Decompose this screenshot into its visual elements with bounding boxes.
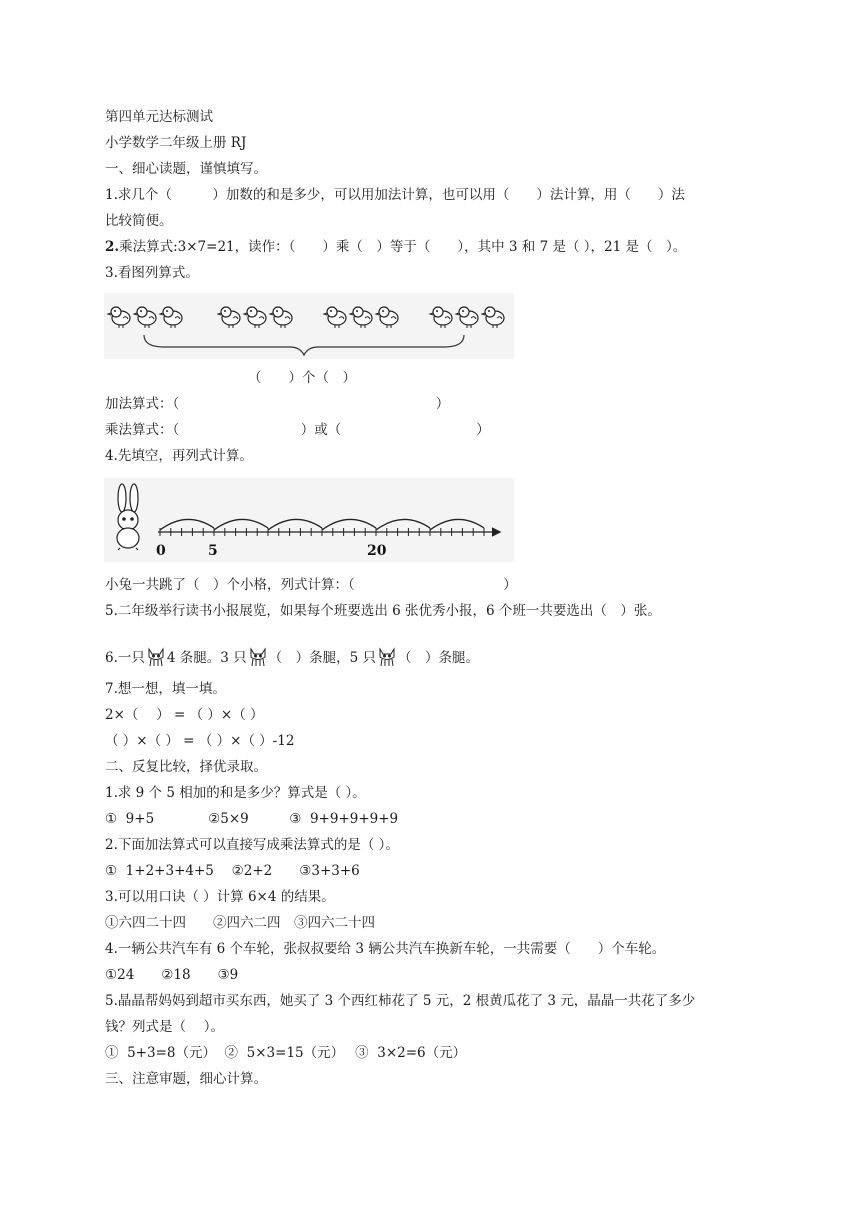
q1-line1: 1.求几个（ ）加数的和是多少，可以用加法计算，也可以用（ ）法计算，用（ ）法 [105,187,685,203]
chick-icon [324,307,398,328]
q6-part-b: 4 条腿。3 只 [166,650,247,666]
q2-number: 2. [105,239,120,255]
q6 [105,645,479,670]
q2 [105,238,686,256]
p2-q3-options: ①六四二十四 ②四六二四 ③四六二十四 [105,915,375,931]
p2-q5-line2: 钱？列式是（ ）。 [105,1019,225,1035]
q3-add: 加法算式：（ ） [105,396,450,412]
p2-q1: 1.求 9 个 5 相加的和是多少？算式是（ ）。 [105,785,366,801]
cat-icon [247,645,269,667]
p2-q1-options: ① 9+5 ②5×9 ③ 9+9+9+9+9 [105,811,399,827]
q2-text: 乘法算式:3×7=21，读作：（ ）乘（ ）等于（ ），其中 3 和 7 是（ ），21 是（ ）。 [119,239,687,255]
numberline-label-20: 20 [367,543,387,559]
q1-line2: 比较简便。 [105,213,173,229]
p2-q5-line1: 5.晶晶帮妈妈到超市买东西，她买了 3 个西红柿花了 5 元，2 根黄瓜花了 3 元，晶晶一共花了多少 [105,993,696,1009]
q4-text: 小兔一共跳了（ ）个小格，列式计算：（ ） [105,577,517,593]
q6-part-c: （ ）条腿，5 只 [268,650,377,666]
chick-icon [430,307,504,328]
p2-q4-options: ①24 ②18 ③9 [105,967,239,983]
section-1-heading: 一、细心读题，谨慎填写。 [105,161,267,177]
p2-q5-options: ① 5+3=8（元） ② 5×3=15（元） ③ 3×2=6（元） [105,1045,467,1061]
section-2-heading: 二、反复比较，择优录取。 [105,759,267,775]
p2-q4: 4.一辆公共汽车有 6 个车轮，张叔叔要给 3 辆公共汽车换新车轮，一共需要（ ）个车轮。 [105,941,666,957]
numberline-label-0: 0 [156,543,166,559]
q7-line1: 2×（ ） = （ ）×（ ） [105,707,264,723]
cat-icon [145,645,167,667]
brace-icon [144,335,464,355]
q3-blank: （ ）个（ ） [248,370,356,386]
q3-title: 3.看图列算式。 [105,265,199,281]
q7-title: 7.想一想，填一填。 [105,681,226,697]
chick-icon [108,307,182,328]
cat-icon [376,645,398,667]
q7-line2: （ ）×（ ） = （ ）×（ ）-12 [105,733,295,749]
q4-title: 4.先填空，再列式计算。 [105,448,253,464]
section-3-heading: 三、注意审题，细心计算。 [105,1071,267,1087]
number-line [158,519,500,536]
p2-q3: 3.可以用口诀（ ）计算 6×4 的结果。 [105,889,335,905]
subtitle: 小学数学二年级上册 RJ [105,135,247,151]
numberline-label-5: 5 [208,543,218,559]
q6-part-d: （ ）条腿。 [398,650,480,666]
chick-figure [104,293,514,359]
p2-q2: 2.下面加法算式可以直接写成乘法算式的是（ ）。 [105,837,399,853]
q3-mul: 乘法算式：（ ）或（ ） [105,422,490,438]
chick-icon [218,307,292,328]
rabbit-figure [104,478,514,562]
rabbit-icon [117,484,139,550]
q5-text: 5.二年级举行读书小报展览，如果每个班要选出 6 张优秀小报，6 个班一共要选出（ ）张。 [105,603,661,619]
unit-title: 第四单元达标测试 [105,109,213,125]
rabbit-numberline [104,478,514,562]
chick-group [104,293,514,359]
q6-part-a: 6.一只 [105,650,145,666]
p2-q2-options: ① 1+2+3+4+5 ②2+2 ③3+3+6 [105,863,360,879]
